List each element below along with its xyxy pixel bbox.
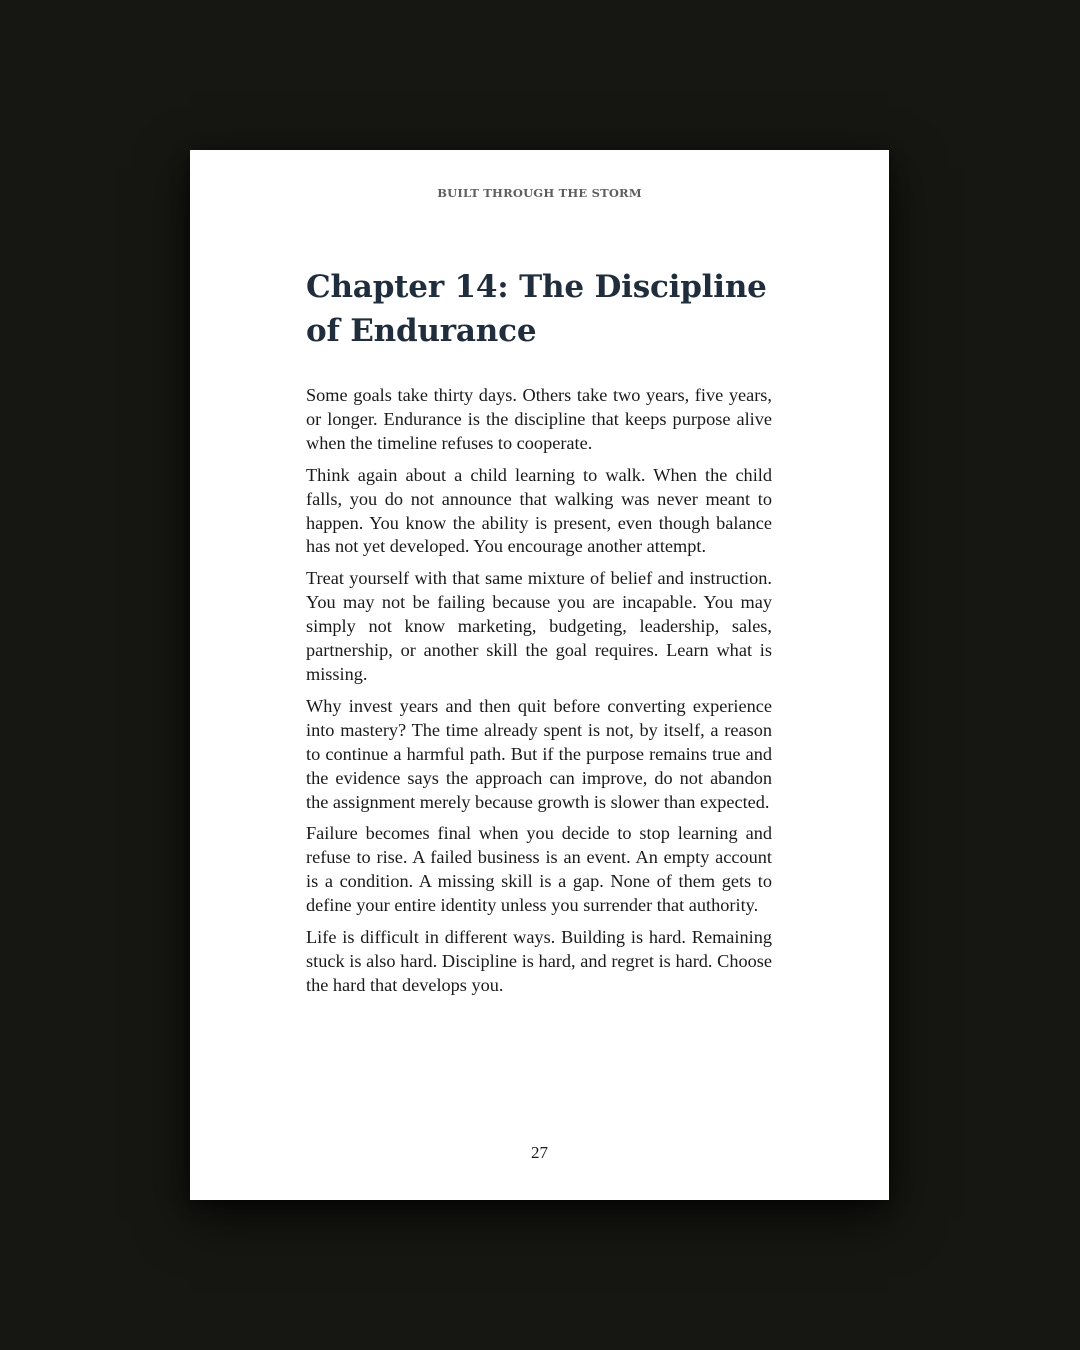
- paragraph: Some goals take thirty days. Others take two years, five years, or longer. Endurance is the discipline that keeps purpose alive when the timeline refuses to cooperate.: [306, 385, 772, 453]
- page-content: [306, 265, 772, 1006]
- paragraph: Life is difficult in different ways. Building is hard. Remaining stuck is also hard. Discipline is hard, and regret is hard. Choose the hard that develops you.: [306, 927, 772, 995]
- paragraph: Think again about a child learning to walk. When the child falls, you do not announce that walking was never meant to happen. You know the ability is present, even though balance has not yet developed. You encourage another attempt.: [306, 464, 772, 557]
- page-number: 27: [531, 1143, 548, 1162]
- paragraph: Failure becomes final when you decide to stop learning and refuse to rise. A failed business is an event. An empty account is a condition. A missing skill is a gap. None of them gets to define your entire identity unless you surrender that authority.: [306, 823, 772, 916]
- running-head: BUILT THROUGH THE STORM: [437, 186, 642, 200]
- paragraph: Why invest years and then quit before converting experience into mastery? The time already spent is not, by itself, a reason to continue a harmful path. But if the purpose remains true and the evidence says the approach can improve, do not abandon the assignment merely because growth is slower than expected.: [306, 695, 772, 812]
- book-page: [190, 150, 889, 1200]
- chapter-title: Chapter 14: The Discipline of Endurance: [306, 269, 767, 349]
- paragraph: Treat yourself with that same mixture of belief and instruction. You may not be failing because you are incapable. You may simply not know marketing, budgeting, leadership, sales, partnership, or another skill the goal requires. Learn what is missing.: [306, 568, 772, 684]
